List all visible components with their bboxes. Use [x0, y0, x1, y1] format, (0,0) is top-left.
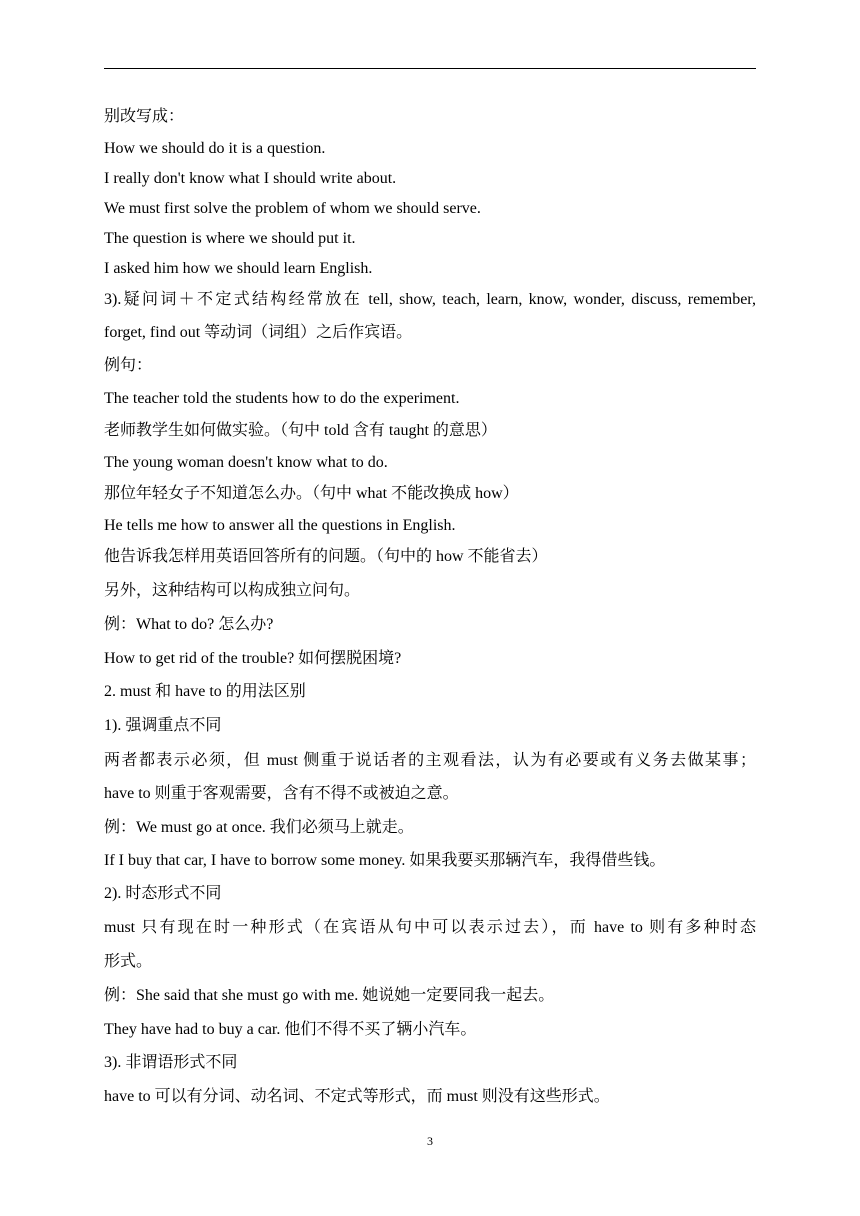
- text-line: How we should do it is a question.: [104, 140, 326, 157]
- subsection-heading: 2). 时态形式不同: [104, 885, 222, 902]
- text-line: 例：What to do? 怎么办?: [104, 616, 274, 633]
- section-heading: 2. must 和 have to 的用法区别: [104, 683, 306, 700]
- text-line: 例句：: [104, 357, 153, 374]
- text-line: 例：She said that she must go with me. 她说她一定要同我一起去。: [104, 987, 555, 1004]
- text-line: 老师教学生如何做实验。（句中 told 含有 taught 的意思）: [104, 422, 497, 439]
- text-line: 两者都表示必须，但 must 侧重于说话者的主观看法，认为有必要或有义务去做某事；: [104, 752, 756, 769]
- text-line: have to 则重于客观需要，含有不得不或被迫之意。: [104, 785, 459, 802]
- text-line: 他告诉我怎样用英语回答所有的问题。（句中的 how 不能省去）: [104, 548, 548, 565]
- text-line: 例：We must go at once. 我们必须马上就走。: [104, 819, 414, 836]
- text-line: They have had to buy a car. 他们不得不买了辆小汽车。: [104, 1021, 477, 1038]
- text-line: The question is where we should put it.: [104, 230, 356, 247]
- text-line: 形式。: [104, 953, 153, 970]
- text-line: 别改写成：: [104, 108, 185, 125]
- text-line: We must first solve the problem of whom we should serve.: [104, 200, 481, 217]
- text-line: 另外，这种结构可以构成独立问句。: [104, 582, 361, 599]
- text-line: I asked him how we should learn English.: [104, 260, 373, 277]
- text-line: 3).疑问词＋不定式结构经常放在 tell, show, teach, learn, know, wonder, discuss, remember,: [104, 291, 756, 308]
- text-line: How to get rid of the trouble? 如何摆脱困境?: [104, 650, 402, 667]
- text-line: I really don't know what I should write about.: [104, 170, 397, 187]
- text-line: have to 可以有分词、动名词、不定式等形式，而 must 则没有这些形式。: [104, 1088, 610, 1105]
- subsection-heading: 3). 非谓语形式不同: [104, 1054, 238, 1071]
- text-line: must 只有现在时一种形式（在宾语从句中可以表示过去），而 have to 则有多种时态: [104, 919, 756, 936]
- text-line: forget, find out 等动词（词组）之后作宾语。: [104, 324, 413, 341]
- header-rule: [104, 68, 756, 69]
- text-line: 那位年轻女子不知道怎么办。（句中 what 不能改换成 how）: [104, 485, 519, 502]
- text-line: The young woman doesn't know what to do.: [104, 454, 388, 471]
- subsection-heading: 1). 强调重点不同: [104, 717, 222, 734]
- text-line: He tells me how to answer all the questions in English.: [104, 517, 456, 534]
- text-line: The teacher told the students how to do the experiment.: [104, 390, 460, 407]
- page-number: 3: [427, 1134, 433, 1148]
- text-line: If I buy that car, I have to borrow some money. 如果我要买那辆汽车，我得借些钱。: [104, 852, 666, 869]
